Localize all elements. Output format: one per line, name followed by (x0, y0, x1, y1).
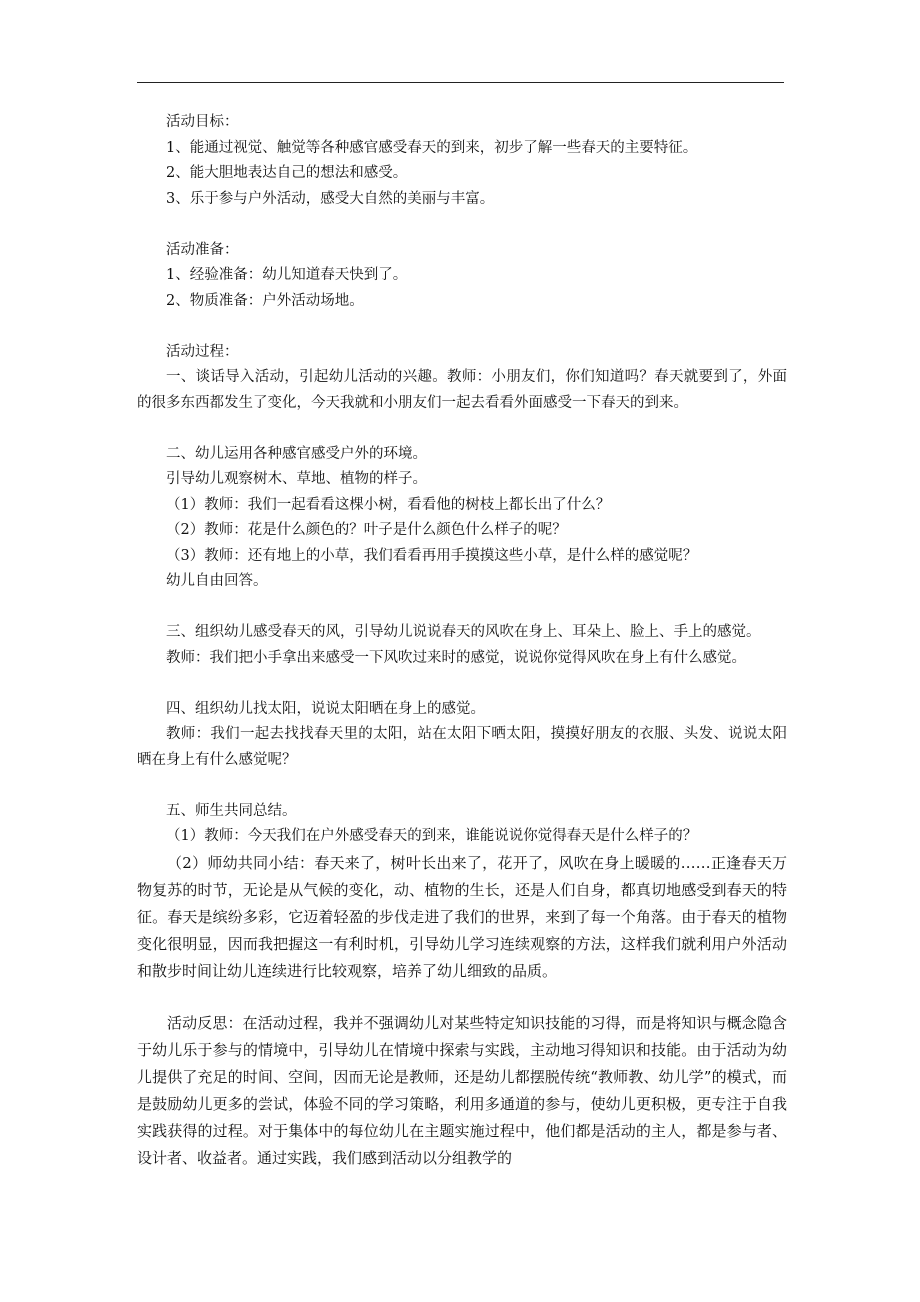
spacer (137, 671, 787, 697)
reflection-paragraph: 活动反思：在活动过程，我并不强调幼儿对某些特定知识技能的习得，而是将知识与概念隐含于幼儿乐于参与的情境中，引导幼儿在情境中探索与实践，主动地习得知识和技能。由于活动为幼儿提供了充足的时间、空间，因而无论是教师，还是幼儿都摆脱传统“教师教、幼儿学”的模式，而是鼓励幼儿更多的尝试，体验不同的学习策略，利用多通道的参与，使幼儿更积极，更专注于自我实践获得的过程。对于集体中的每位幼儿在主题实施过程中，他们都是活动的主人，都是参与者、设计者、收益者。通过实践，我们感到活动以分组教学的 (137, 1014, 787, 1167)
header-rule (137, 82, 784, 83)
process-step-2-answer: 幼儿自由回答。 (166, 573, 268, 589)
goal-item: 2、能大胆地表达自己的想法和感受。 (166, 165, 408, 181)
spacer (137, 595, 787, 621)
process-step-4-title: 四、组织幼儿找太阳，说说太阳晒在身上的感觉。 (166, 700, 485, 717)
process-step-4-teacher: 教师：我们一起去找找春天里的太阳，站在太阳下晒太阳，摸摸好朋友的衣服、头发、说说太阳晒在身上有什么感觉呢？ (137, 726, 787, 768)
process-step-2-intro: 引导幼儿观察树木、草地、植物的样子。 (166, 471, 427, 487)
process-step-1: 一、谈话导入活动，引起幼儿活动的兴趣。教师：小朋友们，你们知道吗？春天就要到了，外面的很多东西都发生了变化，今天我就和小朋友们一起去看看外面感受一下春天的到来。 (137, 369, 787, 411)
preparation-heading: 活动准备： (166, 241, 239, 258)
preparation-item: 2、物质准备：户外活动场地。 (166, 292, 364, 309)
process-step-2-question: （3）教师：还有地上的小草，我们看看再用手摸摸这些小草，是什么样的感觉呢？ (166, 547, 698, 564)
goals-heading: 活动目标： (166, 114, 239, 130)
process-step-3-title: 三、组织幼儿感受春天的风，引导幼儿说说春天的风吹在身上、耳朵上、脸上、手上的感觉。 (166, 624, 761, 640)
preparation-item: 1、经验准备：幼儿知道春天快到了。 (166, 267, 408, 283)
process-step-5-summary: （2）师幼共同小结：春天来了，树叶长出来了，花开了，风吹在身上暖暖的……正逢春天万物复苏的时节，无论是从气候的变化，动、植物的生长，还是人们自身，都真切地感受到春天的特征。春天是缤纷多彩，它迈着轻盈的步伐走进了我们的世界，来到了每一个角落。由于春天的植物变化很明显，因而我把握这一有利时机，引导幼儿学习连续观察的方法，这样我们就利用户外活动和散步时间让幼儿连续进行比较观察，培养了幼儿细致的品质。 (137, 853, 787, 980)
spacer (137, 773, 787, 799)
process-step-3-teacher: 教师：我们把小手拿出来感受一下风吹过来时的感觉，说说你觉得风吹在身上有什么感觉。 (166, 649, 746, 666)
process-step-2-question: （2）教师：花是什么颜色的？叶子是什么颜色什么样子的呢？ (166, 522, 567, 538)
spacer (137, 314, 787, 340)
process-heading: 活动过程： (166, 343, 239, 360)
process-step-5-question: （1）教师：今天我们在户外感受春天的到来，谁能说说你觉得春天是什么样子的？ (166, 828, 698, 844)
process-step-2-title: 二、幼儿运用各种感官感受户外的环境。 (166, 445, 427, 462)
document-body (137, 110, 787, 1172)
spacer (137, 212, 787, 238)
spacer (137, 416, 787, 442)
process-step-5-title: 五、师生共同总结。 (166, 802, 297, 819)
spacer (137, 985, 787, 1011)
goal-item: 1、能通过视觉、触觉等各种感官感受春天的到来，初步了解一些春天的主要特征。 (166, 139, 698, 156)
process-step-2-question: （1）教师：我们一起看看这棵小树，看看他的树枝上都长出了什么？ (166, 496, 611, 513)
goal-item: 3、乐于参与户外活动，感受大自然的美丽与丰富。 (166, 190, 495, 207)
